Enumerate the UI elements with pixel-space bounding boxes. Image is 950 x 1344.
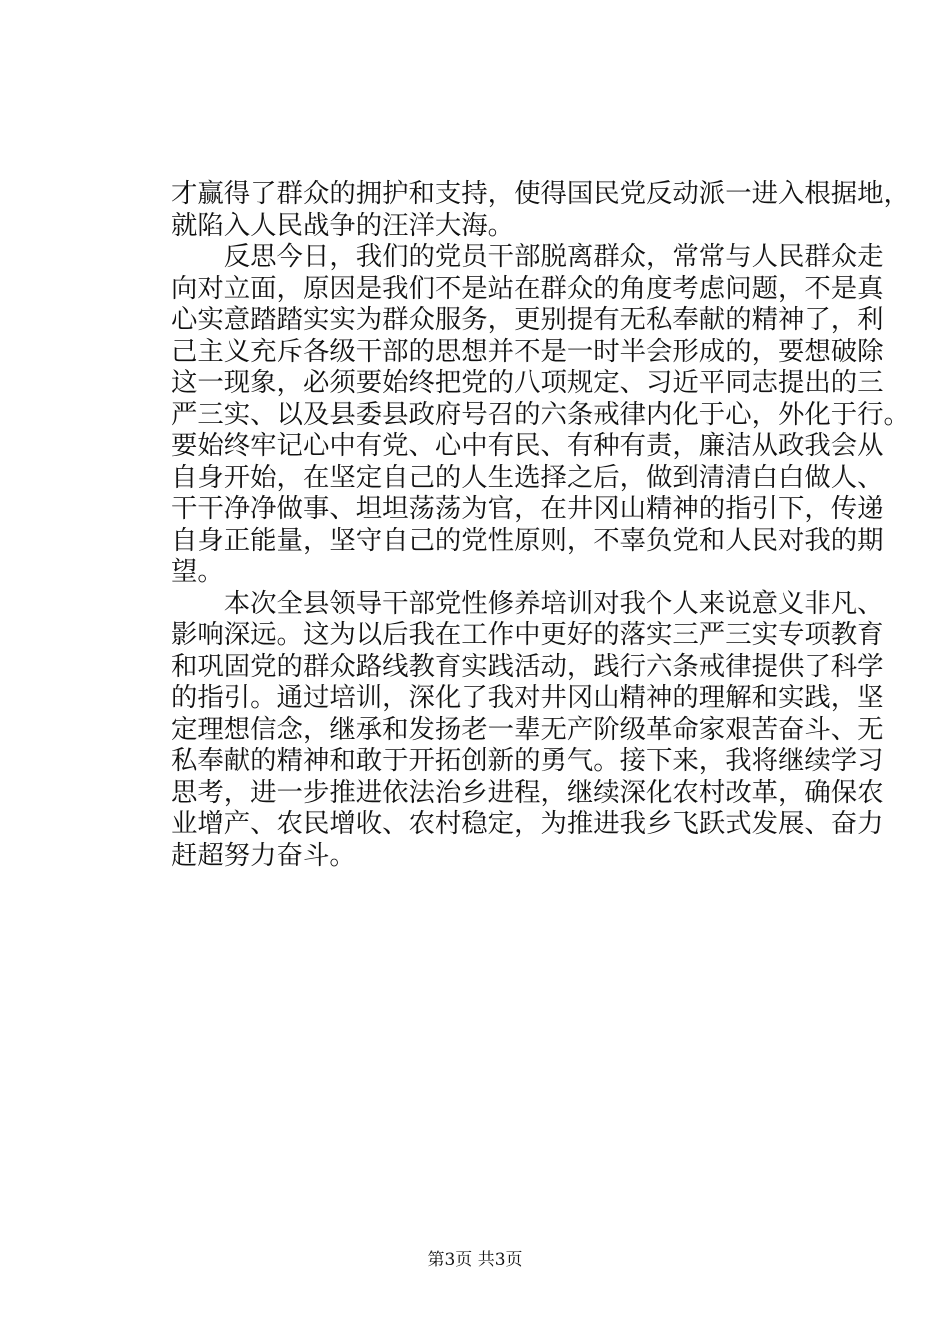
text-line: 自身开始，在坚定自己的人生选择之后，做到清清白白做人、 — [171, 461, 884, 493]
text-line: 自身正能量，坚守自己的党性原则，不辜负党和人民对我的期 — [171, 524, 884, 556]
text-line: 干干净净做事、坦坦荡荡为官，在井冈山精神的指引下，传递 — [171, 493, 884, 524]
text-line: 望。 — [171, 556, 224, 587]
text-line: 业增产、农民增收、农村稳定，为推进我乡飞跃式发展、奋力 — [171, 808, 884, 839]
body-text — [171, 178, 910, 871]
text-line: 心实意踏踏实实为群众服务，更别提有无私奉献的精神了，利 — [171, 304, 884, 335]
text-line: 就陷入人民战争的汪洋大海。 — [171, 209, 515, 241]
text-line: 思考，进一步推进依法治乡进程，继续深化农村改革，确保农 — [171, 776, 884, 808]
text-line: 的指引。通过培训，深化了我对井冈山精神的理解和实践，坚 — [171, 682, 884, 713]
text-line: 影响深远。这为以后我在工作中更好的落实三严三实专项教育 — [171, 619, 884, 650]
text-line: 己主义充斥各级干部的思想并不是一时半会形成的，要想破除 — [171, 335, 884, 367]
text-line: 和巩固党的群众路线教育实践活动，践行六条戒律提供了科学 — [171, 650, 884, 682]
text-line: 才赢得了群众的拥护和支持，使得国民党反动派一进入根据地， — [171, 178, 910, 209]
text-line: 要始终牢记心中有党、心中有民、有种有责，廉洁从政我会从 — [171, 430, 884, 461]
text-line: 向对立面，原因是我们不是站在群众的角度考虑问题，不是真 — [171, 272, 884, 304]
text-line: 定理想信念，继承和发扬老一辈无产阶级革命家艰苦奋斗、无 — [171, 713, 884, 745]
text-line: 这一现象，必须要始终把党的八项规定、习近平同志提出的三 — [171, 367, 884, 398]
text-line: 本次全县领导干部党性修养培训对我个人来说意义非凡、 — [171, 587, 884, 619]
text-line: 私奉献的精神和敢于开拓创新的勇气。接下来，我将继续学习 — [171, 745, 884, 776]
text-line: 赶超努力奋斗。 — [171, 839, 356, 871]
text-line: 反思今日，我们的党员干部脱离群众，常常与人民群众走 — [171, 241, 884, 272]
page-number-footer: 第3页 共3页 — [427, 1250, 523, 1270]
text-line: 严三实、以及县委县政府号召的六条戒律内化于心，外化于行。 — [171, 398, 910, 430]
